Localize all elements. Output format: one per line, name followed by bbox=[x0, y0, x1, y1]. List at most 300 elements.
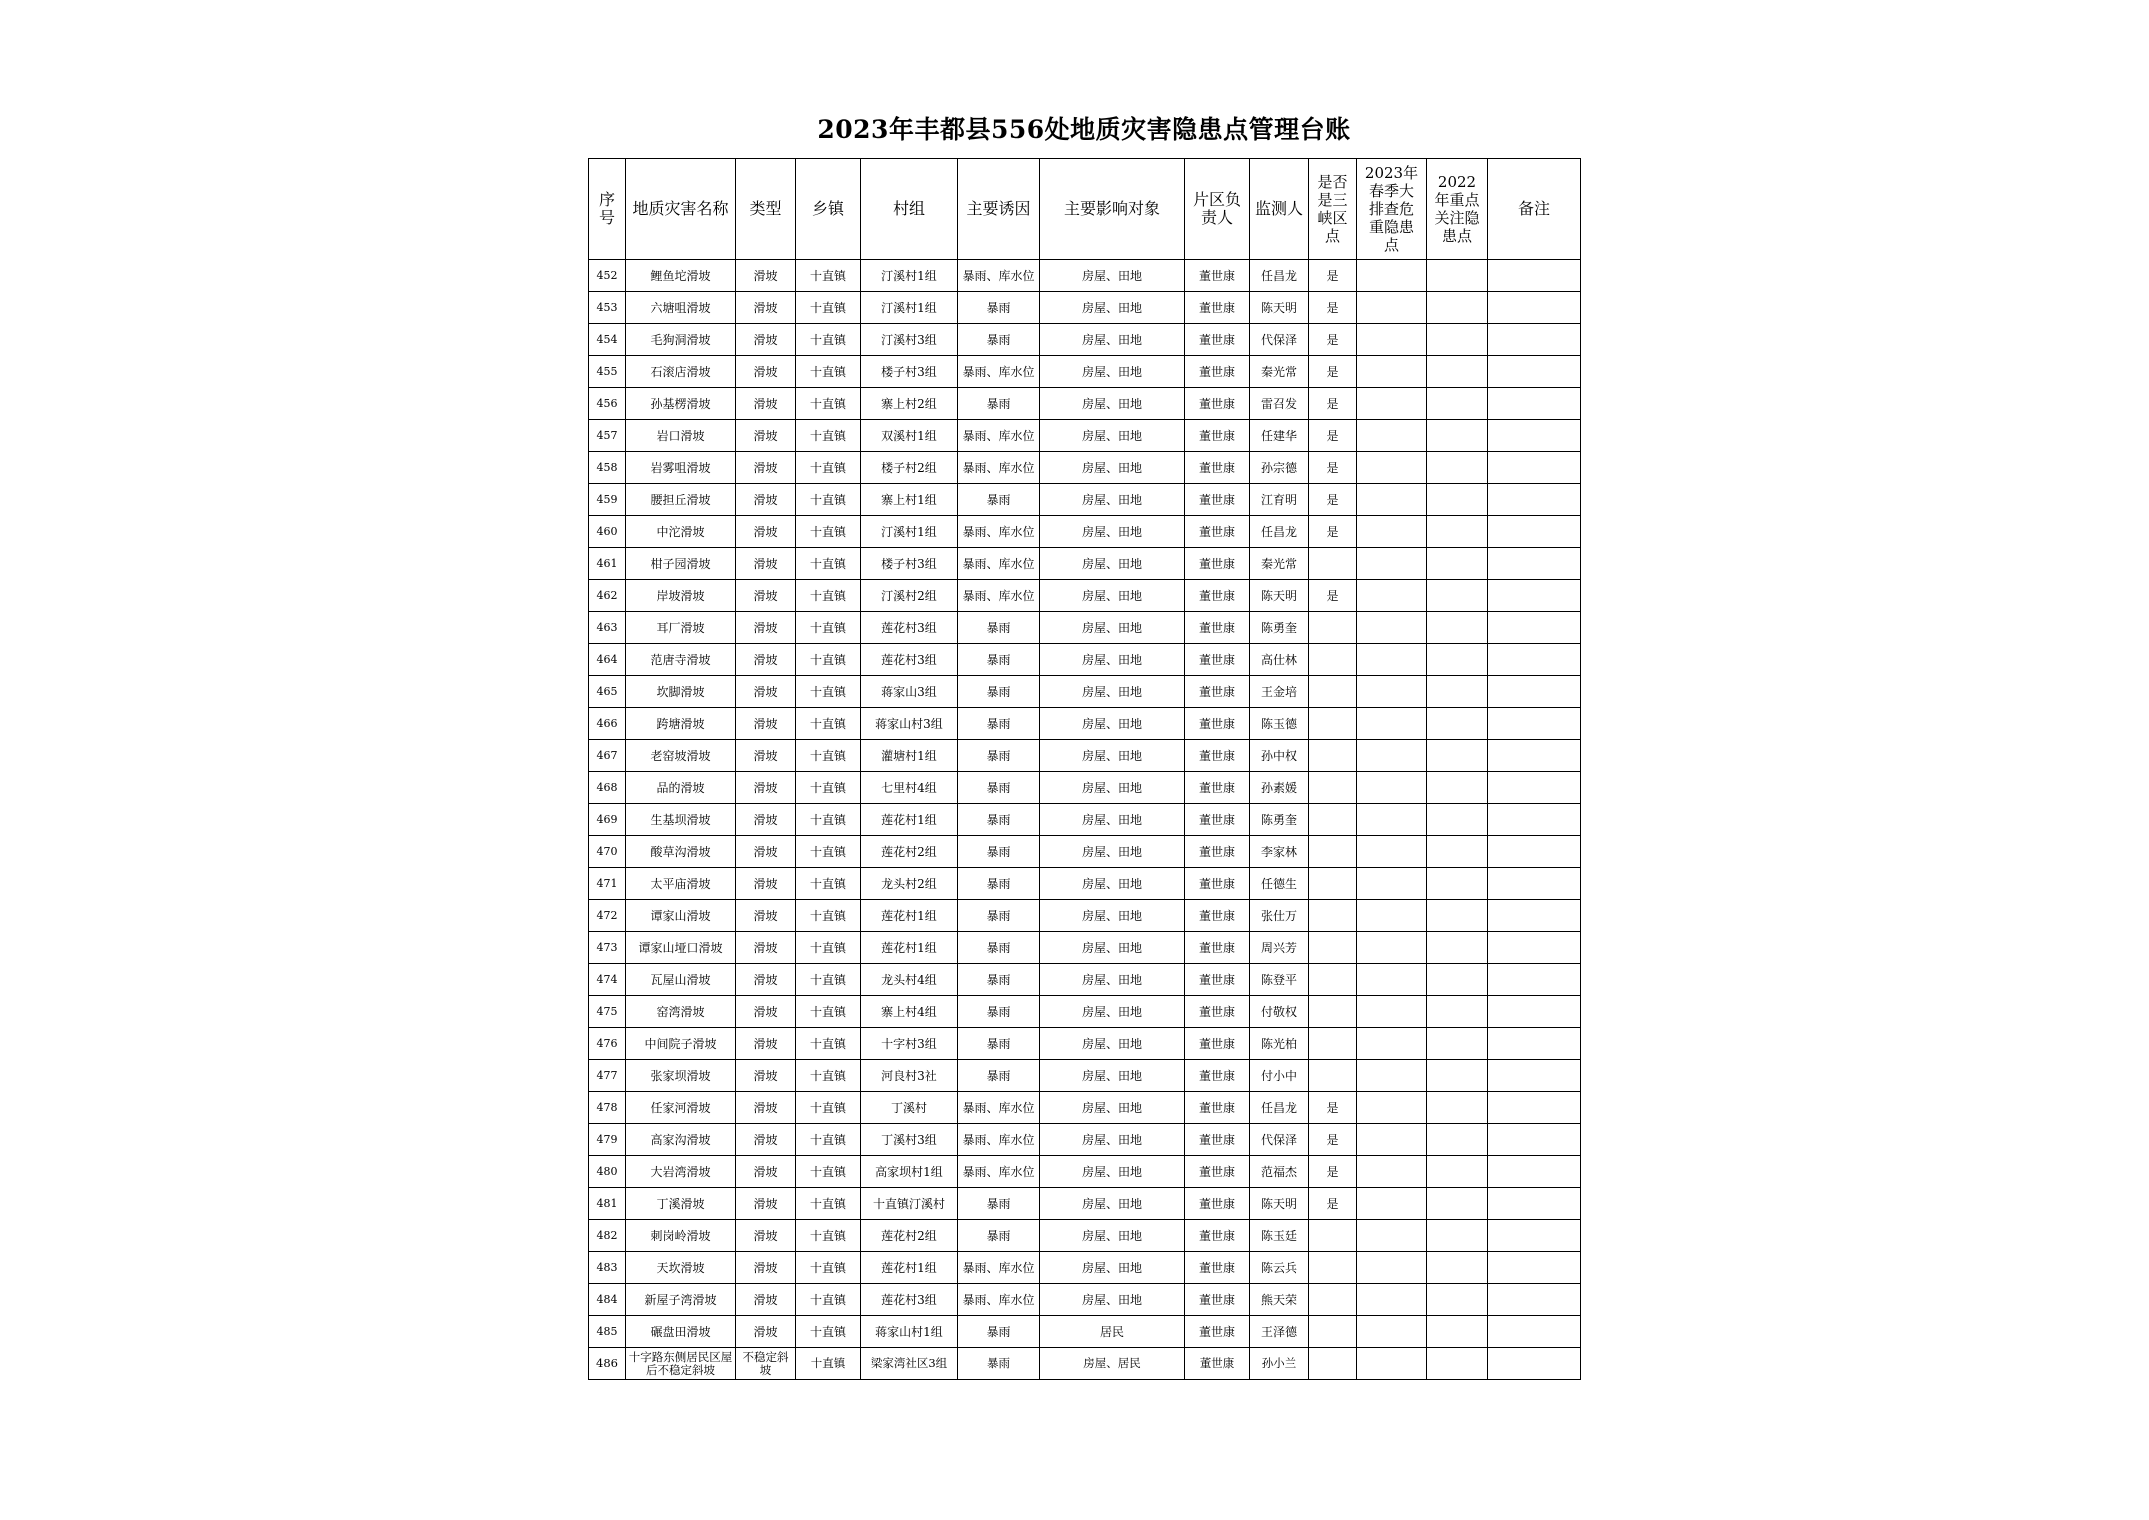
monitor-cell: 孙素媛 bbox=[1250, 772, 1309, 804]
cause-cell: 暴雨 bbox=[958, 772, 1040, 804]
remark-cell bbox=[1488, 1060, 1581, 1092]
hazard-name-cell: 岸坡滑坡 bbox=[626, 580, 736, 612]
three-gorges-cell: 是 bbox=[1309, 1188, 1357, 1220]
table-row bbox=[589, 772, 1581, 804]
township-cell: 十直镇 bbox=[796, 484, 861, 516]
serial-cell: 467 bbox=[589, 740, 626, 772]
hazard-name-cell: 柑子园滑坡 bbox=[626, 548, 736, 580]
cause-cell: 暴雨、库水位 bbox=[958, 580, 1040, 612]
focus-2022-cell bbox=[1427, 1284, 1488, 1316]
area-lead-cell: 董世康 bbox=[1185, 964, 1250, 996]
serial-cell: 485 bbox=[589, 1316, 626, 1348]
area-lead-cell: 董世康 bbox=[1185, 932, 1250, 964]
focus-2022-cell bbox=[1427, 836, 1488, 868]
focus-2022-cell bbox=[1427, 900, 1488, 932]
township-cell: 十直镇 bbox=[796, 708, 861, 740]
type-cell: 滑坡 bbox=[736, 1156, 796, 1188]
area-lead-cell: 董世康 bbox=[1185, 1156, 1250, 1188]
affected-cell: 房屋、田地 bbox=[1040, 324, 1185, 356]
three-gorges-cell bbox=[1309, 676, 1357, 708]
spring-check-cell bbox=[1357, 1092, 1427, 1124]
focus-2022-cell bbox=[1427, 1060, 1488, 1092]
area-lead-cell: 董世康 bbox=[1185, 452, 1250, 484]
serial-cell: 458 bbox=[589, 452, 626, 484]
focus-2022-cell bbox=[1427, 292, 1488, 324]
type-cell: 滑坡 bbox=[736, 388, 796, 420]
type-cell: 滑坡 bbox=[736, 964, 796, 996]
affected-cell: 房屋、田地 bbox=[1040, 804, 1185, 836]
monitor-cell: 雷召发 bbox=[1250, 388, 1309, 420]
table-row bbox=[589, 836, 1581, 868]
focus-2022-cell bbox=[1427, 484, 1488, 516]
table-row bbox=[589, 1220, 1581, 1252]
ledger-body bbox=[589, 260, 1581, 1380]
village-cell: 十字村3组 bbox=[861, 1028, 958, 1060]
remark-cell bbox=[1488, 548, 1581, 580]
remark-cell bbox=[1488, 1124, 1581, 1156]
area-lead-cell: 董世康 bbox=[1185, 1348, 1250, 1380]
focus-2022-cell bbox=[1427, 1220, 1488, 1252]
type-cell: 滑坡 bbox=[736, 1252, 796, 1284]
focus-2022-cell bbox=[1427, 676, 1488, 708]
monitor-cell: 王泽德 bbox=[1250, 1316, 1309, 1348]
spring-check-cell bbox=[1357, 1188, 1427, 1220]
three-gorges-cell bbox=[1309, 1060, 1357, 1092]
header-cell: 地质灾害名称 bbox=[626, 159, 736, 260]
three-gorges-cell: 是 bbox=[1309, 420, 1357, 452]
three-gorges-cell bbox=[1309, 612, 1357, 644]
affected-cell: 房屋、田地 bbox=[1040, 644, 1185, 676]
affected-cell: 房屋、田地 bbox=[1040, 1252, 1185, 1284]
cause-cell: 暴雨 bbox=[958, 484, 1040, 516]
township-cell: 十直镇 bbox=[796, 740, 861, 772]
affected-cell: 房屋、田地 bbox=[1040, 772, 1185, 804]
hazard-name-cell: 品的滑坡 bbox=[626, 772, 736, 804]
table-row bbox=[589, 1316, 1581, 1348]
affected-cell: 房屋、田地 bbox=[1040, 1028, 1185, 1060]
cause-cell: 暴雨 bbox=[958, 292, 1040, 324]
hazard-name-cell: 新屋子湾滑坡 bbox=[626, 1284, 736, 1316]
area-lead-cell: 董世康 bbox=[1185, 484, 1250, 516]
monitor-cell: 张仕万 bbox=[1250, 900, 1309, 932]
spring-check-cell bbox=[1357, 420, 1427, 452]
hazard-name-cell: 窑湾滑坡 bbox=[626, 996, 736, 1028]
township-cell: 十直镇 bbox=[796, 900, 861, 932]
village-cell: 寨上村2组 bbox=[861, 388, 958, 420]
village-cell: 寨上村1组 bbox=[861, 484, 958, 516]
spring-check-cell bbox=[1357, 1252, 1427, 1284]
village-cell: 蒋家山村3组 bbox=[861, 708, 958, 740]
three-gorges-cell bbox=[1309, 804, 1357, 836]
remark-cell bbox=[1488, 388, 1581, 420]
cause-cell: 暴雨 bbox=[958, 804, 1040, 836]
affected-cell: 房屋、田地 bbox=[1040, 484, 1185, 516]
cause-cell: 暴雨 bbox=[958, 1316, 1040, 1348]
remark-cell bbox=[1488, 772, 1581, 804]
area-lead-cell: 董世康 bbox=[1185, 612, 1250, 644]
remark-cell bbox=[1488, 484, 1581, 516]
hazard-name-cell: 谭家山垭口滑坡 bbox=[626, 932, 736, 964]
cause-cell: 暴雨、库水位 bbox=[958, 356, 1040, 388]
header-cell: 乡镇 bbox=[796, 159, 861, 260]
township-cell: 十直镇 bbox=[796, 804, 861, 836]
monitor-cell: 付小中 bbox=[1250, 1060, 1309, 1092]
village-cell: 楼子村3组 bbox=[861, 548, 958, 580]
three-gorges-cell bbox=[1309, 772, 1357, 804]
hazard-name-cell: 岩雾咀滑坡 bbox=[626, 452, 736, 484]
remark-cell bbox=[1488, 932, 1581, 964]
three-gorges-cell bbox=[1309, 1252, 1357, 1284]
affected-cell: 房屋、田地 bbox=[1040, 612, 1185, 644]
spring-check-cell bbox=[1357, 292, 1427, 324]
village-cell: 莲花村1组 bbox=[861, 1252, 958, 1284]
type-cell: 滑坡 bbox=[736, 868, 796, 900]
focus-2022-cell bbox=[1427, 996, 1488, 1028]
affected-cell: 房屋、田地 bbox=[1040, 708, 1185, 740]
focus-2022-cell bbox=[1427, 708, 1488, 740]
monitor-cell: 熊天荣 bbox=[1250, 1284, 1309, 1316]
spring-check-cell bbox=[1357, 1348, 1427, 1380]
cause-cell: 暴雨 bbox=[958, 900, 1040, 932]
type-cell: 滑坡 bbox=[736, 1092, 796, 1124]
type-cell: 滑坡 bbox=[736, 452, 796, 484]
affected-cell: 房屋、田地 bbox=[1040, 356, 1185, 388]
village-cell: 莲花村2组 bbox=[861, 836, 958, 868]
area-lead-cell: 董世康 bbox=[1185, 708, 1250, 740]
monitor-cell: 陈勇奎 bbox=[1250, 612, 1309, 644]
focus-2022-cell bbox=[1427, 740, 1488, 772]
focus-2022-cell bbox=[1427, 612, 1488, 644]
township-cell: 十直镇 bbox=[796, 1188, 861, 1220]
monitor-cell: 陈玉德 bbox=[1250, 708, 1309, 740]
remark-cell bbox=[1488, 324, 1581, 356]
type-cell: 滑坡 bbox=[736, 1028, 796, 1060]
monitor-cell: 代保泽 bbox=[1250, 324, 1309, 356]
cause-cell: 暴雨 bbox=[958, 996, 1040, 1028]
three-gorges-cell: 是 bbox=[1309, 516, 1357, 548]
area-lead-cell: 董世康 bbox=[1185, 1124, 1250, 1156]
area-lead-cell: 董世康 bbox=[1185, 1316, 1250, 1348]
serial-cell: 473 bbox=[589, 932, 626, 964]
header-cell: 类型 bbox=[736, 159, 796, 260]
header-cell: 村组 bbox=[861, 159, 958, 260]
spring-check-cell bbox=[1357, 1316, 1427, 1348]
hazard-name-cell: 瓦屋山滑坡 bbox=[626, 964, 736, 996]
spring-check-cell bbox=[1357, 388, 1427, 420]
remark-cell bbox=[1488, 836, 1581, 868]
serial-cell: 479 bbox=[589, 1124, 626, 1156]
hazard-name-cell: 耳厂滑坡 bbox=[626, 612, 736, 644]
spring-check-cell bbox=[1357, 356, 1427, 388]
table-row bbox=[589, 1028, 1581, 1060]
monitor-cell: 李家林 bbox=[1250, 836, 1309, 868]
three-gorges-cell: 是 bbox=[1309, 260, 1357, 292]
table-row bbox=[589, 1060, 1581, 1092]
table-row bbox=[589, 932, 1581, 964]
cause-cell: 暴雨、库水位 bbox=[958, 1156, 1040, 1188]
village-cell: 龙头村2组 bbox=[861, 868, 958, 900]
focus-2022-cell bbox=[1427, 1188, 1488, 1220]
spring-check-cell bbox=[1357, 484, 1427, 516]
serial-cell: 466 bbox=[589, 708, 626, 740]
township-cell: 十直镇 bbox=[796, 644, 861, 676]
remark-cell bbox=[1488, 900, 1581, 932]
cause-cell: 暴雨 bbox=[958, 868, 1040, 900]
affected-cell: 房屋、田地 bbox=[1040, 1284, 1185, 1316]
remark-cell bbox=[1488, 580, 1581, 612]
type-cell: 滑坡 bbox=[736, 324, 796, 356]
serial-cell: 468 bbox=[589, 772, 626, 804]
serial-cell: 460 bbox=[589, 516, 626, 548]
spring-check-cell bbox=[1357, 516, 1427, 548]
type-cell: 滑坡 bbox=[736, 996, 796, 1028]
monitor-cell: 陈玉廷 bbox=[1250, 1220, 1309, 1252]
cause-cell: 暴雨 bbox=[958, 388, 1040, 420]
remark-cell bbox=[1488, 804, 1581, 836]
remark-cell bbox=[1488, 644, 1581, 676]
remark-cell bbox=[1488, 292, 1581, 324]
hazard-name-cell: 酸草沟滑坡 bbox=[626, 836, 736, 868]
area-lead-cell: 董世康 bbox=[1185, 516, 1250, 548]
three-gorges-cell: 是 bbox=[1309, 388, 1357, 420]
affected-cell: 房屋、田地 bbox=[1040, 836, 1185, 868]
monitor-cell: 陈登平 bbox=[1250, 964, 1309, 996]
remark-cell bbox=[1488, 420, 1581, 452]
area-lead-cell: 董世康 bbox=[1185, 804, 1250, 836]
cause-cell: 暴雨、库水位 bbox=[958, 260, 1040, 292]
township-cell: 十直镇 bbox=[796, 1060, 861, 1092]
remark-cell bbox=[1488, 1284, 1581, 1316]
monitor-cell: 陈天明 bbox=[1250, 580, 1309, 612]
focus-2022-cell bbox=[1427, 1316, 1488, 1348]
village-cell: 莲花村2组 bbox=[861, 1220, 958, 1252]
cause-cell: 暴雨 bbox=[958, 612, 1040, 644]
serial-cell: 471 bbox=[589, 868, 626, 900]
township-cell: 十直镇 bbox=[796, 868, 861, 900]
table-row bbox=[589, 740, 1581, 772]
type-cell: 滑坡 bbox=[736, 516, 796, 548]
township-cell: 十直镇 bbox=[796, 292, 861, 324]
type-cell: 滑坡 bbox=[736, 484, 796, 516]
three-gorges-cell: 是 bbox=[1309, 324, 1357, 356]
three-gorges-cell: 是 bbox=[1309, 1092, 1357, 1124]
table-row bbox=[589, 1284, 1581, 1316]
three-gorges-cell bbox=[1309, 932, 1357, 964]
remark-cell bbox=[1488, 1316, 1581, 1348]
three-gorges-cell bbox=[1309, 1316, 1357, 1348]
village-cell: 莲花村3组 bbox=[861, 612, 958, 644]
spring-check-cell bbox=[1357, 452, 1427, 484]
serial-cell: 474 bbox=[589, 964, 626, 996]
area-lead-cell: 董世康 bbox=[1185, 580, 1250, 612]
header-cell: 2023年春季大排查危重隐患点 bbox=[1357, 159, 1427, 260]
type-cell: 滑坡 bbox=[736, 1188, 796, 1220]
focus-2022-cell bbox=[1427, 580, 1488, 612]
area-lead-cell: 董世康 bbox=[1185, 1220, 1250, 1252]
hazard-name-cell: 石滚店滑坡 bbox=[626, 356, 736, 388]
focus-2022-cell bbox=[1427, 516, 1488, 548]
village-cell: 蒋家山村1组 bbox=[861, 1316, 958, 1348]
area-lead-cell: 董世康 bbox=[1185, 740, 1250, 772]
affected-cell: 房屋、田地 bbox=[1040, 1220, 1185, 1252]
affected-cell: 房屋、田地 bbox=[1040, 452, 1185, 484]
township-cell: 十直镇 bbox=[796, 356, 861, 388]
cause-cell: 暴雨、库水位 bbox=[958, 1092, 1040, 1124]
table-row bbox=[589, 484, 1581, 516]
cause-cell: 暴雨 bbox=[958, 708, 1040, 740]
village-cell: 汀溪村3组 bbox=[861, 324, 958, 356]
focus-2022-cell bbox=[1427, 1348, 1488, 1380]
monitor-cell: 周兴芳 bbox=[1250, 932, 1309, 964]
area-lead-cell: 董世康 bbox=[1185, 1284, 1250, 1316]
monitor-cell: 秦光常 bbox=[1250, 548, 1309, 580]
table-row bbox=[589, 676, 1581, 708]
hazard-name-cell: 老窑坡滑坡 bbox=[626, 740, 736, 772]
township-cell: 十直镇 bbox=[796, 260, 861, 292]
three-gorges-cell bbox=[1309, 708, 1357, 740]
remark-cell bbox=[1488, 1348, 1581, 1380]
three-gorges-cell bbox=[1309, 1028, 1357, 1060]
three-gorges-cell bbox=[1309, 1284, 1357, 1316]
monitor-cell: 任昌龙 bbox=[1250, 1092, 1309, 1124]
monitor-cell: 任昌龙 bbox=[1250, 260, 1309, 292]
cause-cell: 暴雨 bbox=[958, 932, 1040, 964]
three-gorges-cell: 是 bbox=[1309, 1156, 1357, 1188]
area-lead-cell: 董世康 bbox=[1185, 836, 1250, 868]
village-cell: 莲花村1组 bbox=[861, 804, 958, 836]
affected-cell: 房屋、田地 bbox=[1040, 420, 1185, 452]
area-lead-cell: 董世康 bbox=[1185, 1252, 1250, 1284]
table-row bbox=[589, 580, 1581, 612]
hazard-name-cell: 碾盘田滑坡 bbox=[626, 1316, 736, 1348]
spring-check-cell bbox=[1357, 708, 1427, 740]
type-cell: 滑坡 bbox=[736, 836, 796, 868]
village-cell: 双溪村1组 bbox=[861, 420, 958, 452]
township-cell: 十直镇 bbox=[796, 612, 861, 644]
spring-check-cell bbox=[1357, 1028, 1427, 1060]
type-cell: 滑坡 bbox=[736, 900, 796, 932]
affected-cell: 房屋、田地 bbox=[1040, 1124, 1185, 1156]
area-lead-cell: 董世康 bbox=[1185, 420, 1250, 452]
serial-cell: 456 bbox=[589, 388, 626, 420]
village-cell: 龙头村4组 bbox=[861, 964, 958, 996]
three-gorges-cell: 是 bbox=[1309, 1124, 1357, 1156]
village-cell: 莲花村1组 bbox=[861, 900, 958, 932]
township-cell: 十直镇 bbox=[796, 1092, 861, 1124]
township-cell: 十直镇 bbox=[796, 1156, 861, 1188]
focus-2022-cell bbox=[1427, 452, 1488, 484]
table-row bbox=[589, 644, 1581, 676]
serial-cell: 472 bbox=[589, 900, 626, 932]
three-gorges-cell bbox=[1309, 900, 1357, 932]
table-row bbox=[589, 612, 1581, 644]
serial-cell: 470 bbox=[589, 836, 626, 868]
serial-cell: 461 bbox=[589, 548, 626, 580]
spring-check-cell bbox=[1357, 548, 1427, 580]
focus-2022-cell bbox=[1427, 932, 1488, 964]
area-lead-cell: 董世康 bbox=[1185, 1092, 1250, 1124]
type-cell: 滑坡 bbox=[736, 292, 796, 324]
serial-cell: 484 bbox=[589, 1284, 626, 1316]
area-lead-cell: 董世康 bbox=[1185, 772, 1250, 804]
header-cell: 序号 bbox=[589, 159, 626, 260]
remark-cell bbox=[1488, 1220, 1581, 1252]
focus-2022-cell bbox=[1427, 1252, 1488, 1284]
serial-cell: 476 bbox=[589, 1028, 626, 1060]
spring-check-cell bbox=[1357, 676, 1427, 708]
type-cell: 不稳定斜坡 bbox=[736, 1348, 796, 1380]
monitor-cell: 秦光常 bbox=[1250, 356, 1309, 388]
table-row bbox=[589, 324, 1581, 356]
three-gorges-cell: 是 bbox=[1309, 580, 1357, 612]
hazard-name-cell: 中间院子滑坡 bbox=[626, 1028, 736, 1060]
table-row bbox=[589, 868, 1581, 900]
table-row bbox=[589, 996, 1581, 1028]
hazard-name-cell: 丁溪滑坡 bbox=[626, 1188, 736, 1220]
cause-cell: 暴雨 bbox=[958, 836, 1040, 868]
table-row bbox=[589, 964, 1581, 996]
table-row bbox=[589, 900, 1581, 932]
township-cell: 十直镇 bbox=[796, 548, 861, 580]
hazard-name-cell: 谭家山滑坡 bbox=[626, 900, 736, 932]
type-cell: 滑坡 bbox=[736, 804, 796, 836]
remark-cell bbox=[1488, 868, 1581, 900]
area-lead-cell: 董世康 bbox=[1185, 388, 1250, 420]
cause-cell: 暴雨、库水位 bbox=[958, 548, 1040, 580]
hazard-name-cell: 岩口滑坡 bbox=[626, 420, 736, 452]
village-cell: 梁家湾社区3组 bbox=[861, 1348, 958, 1380]
spring-check-cell bbox=[1357, 932, 1427, 964]
monitor-cell: 陈云兵 bbox=[1250, 1252, 1309, 1284]
header-cell: 主要影响对象 bbox=[1040, 159, 1185, 260]
hazard-name-cell: 张家坝滑坡 bbox=[626, 1060, 736, 1092]
hazard-name-cell: 跨塘滑坡 bbox=[626, 708, 736, 740]
remark-cell bbox=[1488, 1092, 1581, 1124]
monitor-cell: 江育明 bbox=[1250, 484, 1309, 516]
serial-cell: 463 bbox=[589, 612, 626, 644]
hazard-name-cell: 腰担丘滑坡 bbox=[626, 484, 736, 516]
affected-cell: 房屋、居民 bbox=[1040, 1348, 1185, 1380]
cause-cell: 暴雨 bbox=[958, 1028, 1040, 1060]
township-cell: 十直镇 bbox=[796, 1348, 861, 1380]
monitor-cell: 陈光柏 bbox=[1250, 1028, 1309, 1060]
monitor-cell: 高仕林 bbox=[1250, 644, 1309, 676]
hazard-name-cell: 高家沟滑坡 bbox=[626, 1124, 736, 1156]
focus-2022-cell bbox=[1427, 804, 1488, 836]
table-row bbox=[589, 260, 1581, 292]
type-cell: 滑坡 bbox=[736, 260, 796, 292]
header-cell: 主要诱因 bbox=[958, 159, 1040, 260]
cause-cell: 暴雨、库水位 bbox=[958, 1284, 1040, 1316]
type-cell: 滑坡 bbox=[736, 708, 796, 740]
township-cell: 十直镇 bbox=[796, 996, 861, 1028]
township-cell: 十直镇 bbox=[796, 388, 861, 420]
monitor-cell: 孙中权 bbox=[1250, 740, 1309, 772]
remark-cell bbox=[1488, 1028, 1581, 1060]
type-cell: 滑坡 bbox=[736, 740, 796, 772]
focus-2022-cell bbox=[1427, 548, 1488, 580]
hazard-name-cell: 刺岗岭滑坡 bbox=[626, 1220, 736, 1252]
township-cell: 十直镇 bbox=[796, 772, 861, 804]
affected-cell: 房屋、田地 bbox=[1040, 388, 1185, 420]
affected-cell: 房屋、田地 bbox=[1040, 1188, 1185, 1220]
township-cell: 十直镇 bbox=[796, 964, 861, 996]
cause-cell: 暴雨、库水位 bbox=[958, 516, 1040, 548]
spring-check-cell bbox=[1357, 260, 1427, 292]
focus-2022-cell bbox=[1427, 388, 1488, 420]
area-lead-cell: 董世康 bbox=[1185, 1060, 1250, 1092]
area-lead-cell: 董世康 bbox=[1185, 644, 1250, 676]
